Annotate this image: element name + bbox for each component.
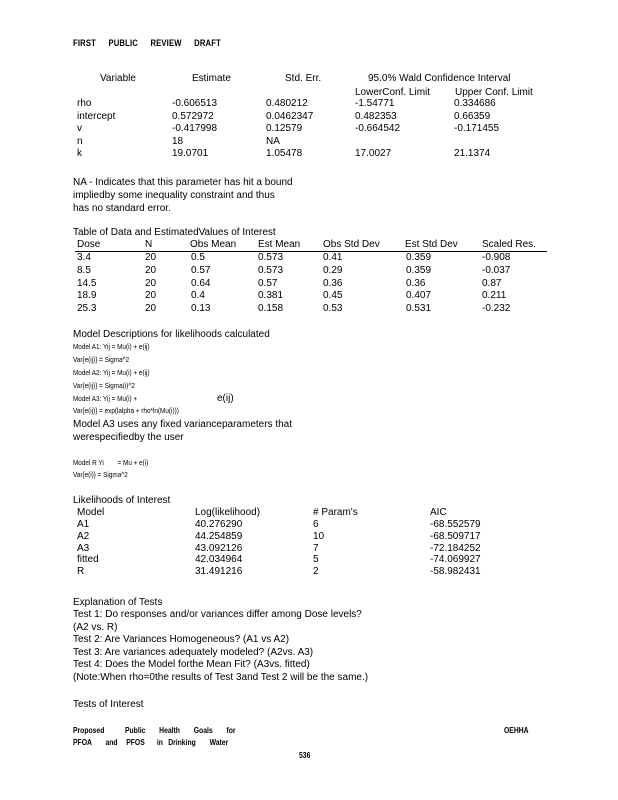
table-cell: 0.12579: [266, 123, 303, 134]
table-cell: 7: [313, 542, 319, 554]
footer-word: Goals: [193, 726, 213, 735]
table-cell: -72.184252: [430, 542, 481, 554]
test-line: (Note:When rho=0the results of Test 3and Test 2 will be the same.): [73, 671, 369, 683]
table-cell: -74.069927: [430, 554, 481, 566]
table-cell: 18.9: [77, 290, 97, 302]
col-estimate: Estimate: [192, 73, 231, 84]
na-note-line: impliedby some inequality constraint and thus: [73, 190, 275, 201]
col-est-std-dev: Est Std Dev: [405, 239, 458, 250]
test-line: Test 2: Are Variances Homogeneous? (A1 vs A2): [73, 634, 290, 646]
table-cell: 10: [313, 530, 325, 542]
model-a3-note-line: werespecifiedby the user: [73, 432, 184, 443]
table-cell: 0.4: [191, 290, 205, 302]
model-r-eq: [73, 458, 148, 467]
table-cell: 0.5: [191, 252, 205, 263]
lik-params-column: [313, 519, 324, 578]
col-obs-std-dev: Obs Std Dev: [323, 239, 380, 250]
table-cell: 44.254859: [195, 530, 243, 542]
col-scaled-res: Scaled Res.: [482, 239, 536, 250]
table-cell: 2: [313, 566, 319, 578]
table-cell: 0.480212: [266, 98, 308, 109]
table-cell: 0.482353: [355, 110, 397, 122]
table-cell: v: [77, 123, 82, 134]
table-cell: 0.407: [406, 290, 432, 302]
table-cell: k: [77, 148, 82, 159]
model-a2-eq: Model A2: Yij = Mu(i) + e(ij): [73, 368, 150, 377]
footer-word: Drinking: [168, 738, 196, 747]
table-cell: 0.334686: [454, 98, 496, 109]
table-cell: intercept: [77, 110, 116, 122]
table-cell: 20: [145, 290, 157, 302]
table-cell: -0.908: [482, 252, 511, 263]
model-a1-eq: Model A1: Yij = Mu(i) + e(ij): [73, 342, 150, 351]
na-note: [73, 176, 293, 215]
footer-word: and: [105, 738, 118, 747]
tests-title: Explanation of Tests: [73, 597, 163, 608]
model-a3-error-term: e(ij): [217, 393, 234, 404]
table-cell: -68.552579: [430, 519, 481, 530]
table-cell: -0.606513: [172, 98, 218, 109]
table-cell: 20: [145, 264, 157, 276]
table-cell: 31.491216: [195, 566, 243, 578]
table-cell: 0.573: [258, 252, 284, 263]
footer-word: Public: [124, 726, 146, 735]
col-dose: Dose: [77, 239, 101, 250]
table-cell: n: [77, 135, 83, 147]
table-cell: -58.982431: [430, 566, 481, 578]
likelihoods-title: Likelihoods of Interest: [73, 495, 171, 506]
lik-loglik-column: [195, 519, 242, 578]
model-r-var: Var{e(i)} = Sigma^2: [73, 470, 128, 479]
data-obs-std-dev-column: [323, 252, 342, 316]
table-cell: 0.211: [482, 290, 507, 302]
model-r-formula: = Mu + e(i): [117, 458, 149, 467]
col-est-mean: Est Mean: [258, 239, 301, 250]
table-cell: R: [77, 566, 85, 578]
test-line: (A2 vs. R): [73, 621, 118, 633]
table-cell: [454, 136, 499, 149]
col-model: Model: [77, 507, 105, 518]
test-line: Test 4: Does the Model forthe Mean Fit? (A3vs. fitted): [73, 659, 310, 671]
table-cell: A1: [77, 519, 90, 530]
table-cell: 21.1374: [454, 148, 491, 159]
footer-word: in: [156, 738, 163, 747]
col-aic: AIC: [430, 507, 447, 518]
table-cell: -0.232: [482, 303, 511, 315]
table-cell: 14.5: [77, 277, 97, 289]
data-table-title: Table of Data and EstimatedValues of Interest: [73, 227, 276, 238]
model-desc-title: Model Descriptions for likelihoods calculated: [73, 329, 270, 340]
table-cell: 1.05478: [266, 148, 303, 159]
col-wald-ci: 95.0% Wald Confidence Interval: [368, 73, 511, 84]
col-obs-mean: Obs Mean: [190, 239, 237, 250]
footer-word: Health: [159, 726, 180, 735]
data-est-mean-column: [258, 252, 283, 316]
table-cell: -1.54771: [355, 98, 395, 109]
model-a3-note: [73, 418, 292, 444]
table-cell: 25.3: [77, 303, 97, 315]
table-cell: fitted: [77, 554, 99, 566]
footer-word: for: [226, 726, 236, 735]
table-cell: 0.36: [406, 277, 426, 289]
table-cell: 18: [172, 135, 184, 147]
table-cell: 43.092126: [195, 542, 243, 554]
footer-line-1: [73, 725, 236, 737]
data-est-std-dev-column: [406, 252, 431, 316]
param-variable-column: [77, 98, 115, 161]
model-r-label: Model R Yi: [73, 458, 104, 467]
footer-word: Proposed: [73, 726, 105, 735]
table-cell: 0.64: [191, 277, 211, 289]
col-ci-upper: Upper Conf. Limit: [455, 87, 533, 98]
data-scaled-res-column: [482, 252, 510, 316]
data-dose-column: [77, 252, 96, 316]
col-n: N: [145, 239, 153, 250]
lik-aic-column: [430, 519, 481, 578]
param-ci-upper-column: [454, 98, 499, 161]
table-cell: 0.359: [406, 252, 432, 263]
table-cell: 0.45: [323, 290, 343, 302]
draft-header: [73, 38, 221, 48]
table-cell: 20: [145, 277, 157, 289]
col-variable: Variable: [100, 73, 136, 84]
table-cell: 40.276290: [195, 519, 243, 530]
tests-of-interest-title: Tests of Interest: [73, 699, 144, 710]
test-line: Test 3: Are variances adequately modeled? (A2vs. A3): [73, 646, 314, 658]
na-note-line: NA - Indicates that this parameter has hit a bound: [73, 177, 293, 188]
footer-line-2: [73, 737, 228, 749]
table-cell: 0.87: [482, 277, 502, 289]
header-word: DRAFT: [194, 38, 221, 48]
na-note-line: has no standard error.: [73, 203, 171, 214]
footer-word: PFOS: [126, 738, 145, 747]
table-cell: 0.29: [323, 264, 343, 276]
footer-word: PFOA: [73, 738, 92, 747]
table-cell: 42.034964: [195, 554, 243, 566]
test-line: Test 1: Do responses and/or variances differ among Dose levels?: [73, 609, 362, 620]
col-ci-lower: LowerConf. Limit: [355, 87, 431, 98]
table-cell: 0.66359: [454, 110, 491, 122]
table-cell: 0.573: [258, 264, 284, 276]
table-cell: 0.41: [323, 252, 343, 263]
table-cell: 17.0027: [355, 148, 392, 159]
table-cell: 0.158: [258, 303, 284, 315]
data-obs-mean-column: [191, 252, 210, 316]
table-cell: 0.13: [191, 303, 211, 315]
model-a3-var: Var{e(ij)} = exp(lalpha + rho*ln(Mu(i))): [73, 406, 179, 415]
col-loglik: Log(likelihood): [195, 507, 261, 518]
param-ci-lower-column: [355, 98, 400, 161]
col-std-err: Std. Err.: [285, 73, 322, 84]
table-cell: 8.5: [77, 264, 91, 276]
footer-org: OEHHA: [504, 726, 529, 735]
data-n-column: [145, 252, 156, 316]
footer-word: Water: [209, 738, 229, 747]
table-cell: 19.0701: [172, 148, 209, 159]
header-word: PUBLIC: [108, 38, 138, 48]
table-cell: A2: [77, 530, 90, 542]
table-cell: -68.509717: [430, 530, 481, 542]
table-cell: 0.57: [191, 264, 211, 276]
table-cell: rho: [77, 98, 92, 109]
table-cell: -0.417998: [172, 123, 218, 134]
model-a2-var: Var{e(ij)} = Sigma(i)^2: [73, 381, 135, 390]
tests-list: [73, 609, 368, 685]
table-cell: 20: [145, 303, 157, 315]
table-cell: 0.57: [258, 277, 278, 289]
header-word: FIRST: [73, 38, 96, 48]
model-a3-eq: Model A3: Yij = Mu(i) +: [73, 394, 138, 403]
model-a1-var: Var{e(ij)} = Sigma^2: [73, 355, 130, 364]
table-cell: 0.36: [323, 277, 343, 289]
table-cell: 0.53: [323, 303, 343, 315]
table-cell: 0.572972: [172, 110, 214, 122]
table-cell: A3: [77, 542, 90, 554]
table-cell: -0.171455: [454, 123, 500, 134]
model-a3-note-line: Model A3 uses any fixed varianceparameters that: [73, 419, 293, 430]
col-params: # Param's: [313, 507, 358, 518]
table-cell: 3.4: [77, 252, 91, 263]
table-cell: -0.037: [482, 264, 511, 276]
table-cell: -0.664542: [355, 123, 401, 134]
page-number: 536: [299, 751, 311, 760]
table-cell: NA: [266, 135, 280, 147]
table-cell: 0.359: [406, 264, 432, 276]
table-cell: 6: [313, 519, 319, 530]
param-std-err-column: [266, 98, 313, 161]
table-cell: 0.531: [406, 303, 432, 315]
header-word: REVIEW: [150, 38, 182, 48]
param-estimate-column: [172, 98, 217, 161]
table-cell: [355, 136, 400, 149]
table-cell: 0.381: [258, 290, 284, 302]
table-cell: 0.0462347: [266, 110, 314, 122]
table-cell: 5: [313, 554, 319, 566]
lik-model-column: [77, 519, 99, 578]
table-cell: 20: [145, 252, 157, 263]
